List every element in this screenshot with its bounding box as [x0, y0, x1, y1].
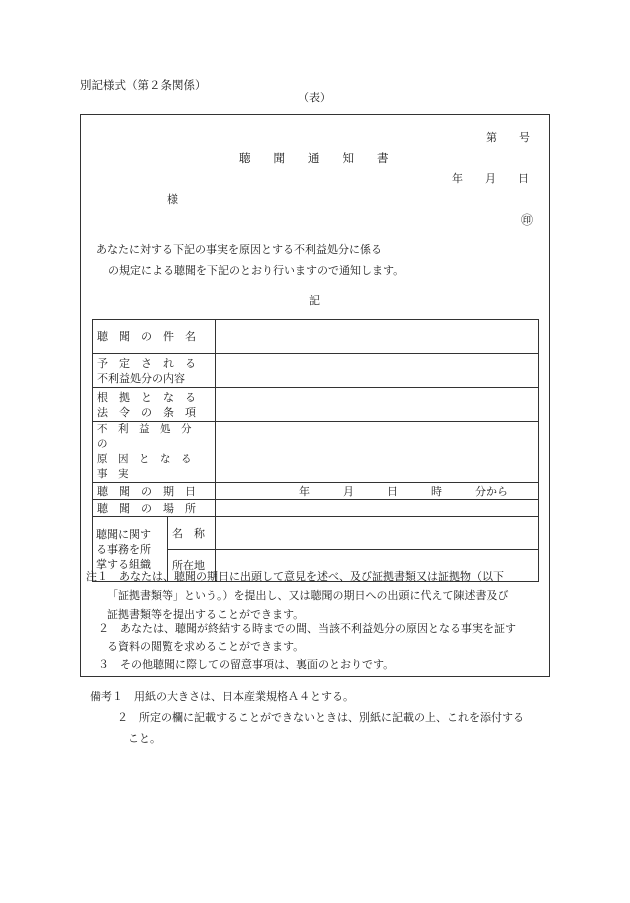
seal-mark: ㊞: [521, 213, 534, 227]
note3: [98, 655, 394, 674]
org-address-label: 所在地: [168, 550, 216, 582]
subject-label: 聴 聞 の 件 名: [93, 320, 216, 354]
hearing-place-value-cell[interactable]: [216, 500, 539, 517]
hearing-date-text: 年 月 日 時 分から: [299, 484, 508, 498]
note1-prefix: 注１: [86, 570, 108, 583]
body-text-line1: あなたに対する下記の事実を原因とする不利益処分に係る: [96, 243, 382, 256]
notes-block: [86, 567, 504, 586]
table-row-basis: [93, 388, 539, 422]
hearing-details-table: [92, 319, 539, 582]
hearing-date-label: 聴 聞 の 期 日: [93, 483, 216, 500]
note2: [98, 619, 516, 638]
remark2-line2: こと。: [128, 732, 161, 745]
document-number-label: 第 号: [486, 131, 530, 144]
org-name-label: 名 称: [168, 517, 216, 550]
note2-prefix: ２: [98, 622, 109, 635]
org-name-value-cell[interactable]: [216, 517, 539, 550]
table-row-date: [93, 483, 539, 500]
note3-line1: その他聴聞に際しての留意事項は、裏面のとおりです。: [120, 658, 395, 671]
note2-line2: る資料の閲覧を求めることができます。: [107, 640, 305, 653]
form-caption: 別記様式（第２条関係）: [80, 78, 207, 92]
side-label: （表）: [298, 91, 331, 104]
cause-label: 不 利 益 処 分 の 原 因 と な る 事 実: [93, 422, 216, 483]
planned-value-cell[interactable]: [216, 354, 539, 388]
table-row-cause: [93, 422, 539, 483]
addressee-suffix: 様: [167, 193, 178, 206]
table-row-place: [93, 500, 539, 517]
basis-value-cell[interactable]: [216, 388, 539, 422]
table-row-subject: [93, 320, 539, 354]
note1-cont-line3: 証拠書類等を提出することができます。: [107, 608, 305, 621]
remark1-prefix: 備考１: [90, 690, 123, 703]
ki-label: 記: [309, 294, 320, 307]
note2-line1: あなたは、聴聞が終結する時までの間、当該不利益処分の原因となる事実を証す: [120, 622, 516, 635]
table-row-planned: [93, 354, 539, 388]
cause-value-cell[interactable]: [216, 422, 539, 483]
note1-line1: あなたは、聴聞の期日に出頭して意見を述べ、及び証拠書類又は証拠物（以下: [119, 570, 504, 583]
date-label: 年 月 日: [452, 172, 529, 185]
document-title: 聴 聞 通 知 書: [239, 151, 389, 165]
remark2-prefix: ２: [117, 711, 128, 724]
subject-value-cell[interactable]: [216, 320, 539, 354]
hearing-place-label: 聴 聞 の 場 所: [93, 500, 216, 517]
table-row-org-name: [93, 517, 539, 550]
note1-cont-line2: 「証拠書類等」という。）を提出し、又は聴聞の期日への出頭に代えて陳述書及び: [107, 589, 509, 602]
remark2: [117, 708, 524, 728]
hearing-date-value[interactable]: [216, 483, 539, 500]
remark1-text: 用紙の大きさは、日本産業規格Ａ４とする。: [134, 690, 354, 703]
organization-label: 聴聞に関す る事務を所 掌する組織: [93, 517, 168, 582]
remark2-line1: 所定の欄に記載することができないときは、別紙に記載の上、これを添付する: [139, 711, 524, 724]
note3-prefix: ３: [98, 658, 109, 671]
body-text-line2: の規定による聴聞を下記のとおり行いますので通知します。: [108, 264, 405, 277]
remark1: [90, 687, 354, 707]
basis-label: 根 拠 と な る 法 令 の 条 項: [93, 388, 216, 422]
planned-label: 予 定 さ れ る 不利益処分の内容: [93, 354, 216, 388]
